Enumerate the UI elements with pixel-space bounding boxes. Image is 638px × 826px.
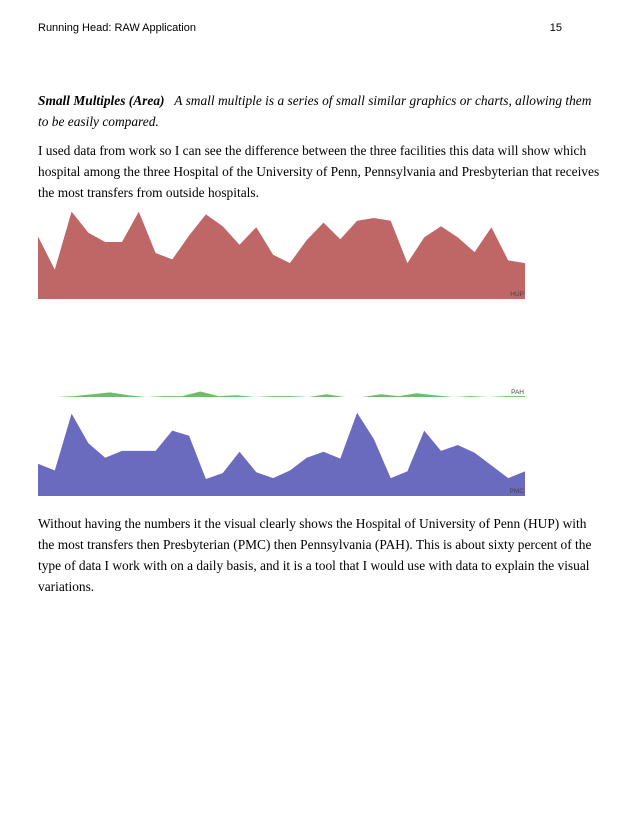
section-definition: [38, 90, 602, 132]
intro-paragraph: I used data from work so I can see the difference between the three facilities this data will show which hospital among the three Hospital of the University of Penn, Pennsylvania and Presbyterian that receives the most transfers from outside hospitals.: [38, 143, 600, 200]
running-header: [38, 22, 600, 38]
chart-canvas: [38, 200, 538, 500]
running-head: Running Head: RAW Application: [38, 22, 196, 34]
page-number: 15: [549, 22, 562, 34]
area-pmc: [38, 413, 525, 496]
series-label-pmc: PMC: [509, 488, 524, 495]
area-pah: [38, 392, 525, 398]
series-label-hup: HUP: [510, 291, 524, 298]
area-hup: [38, 212, 525, 299]
series-label-pah: PAH: [511, 389, 524, 396]
section-term: Small Multiples (Area): [38, 93, 165, 108]
term-definition: A small multiple is a series of small similar graphics or charts, allowing them to be easily compared.: [38, 93, 592, 129]
small-multiples-area-chart: [38, 200, 538, 500]
conclusion-paragraph: Without having the numbers it the visual clearly shows the Hospital of University of Penn (HUP) with the most transfers then Presbyterian (PMC) then Pennsylvania (PAH). This is about sixty percent of the type of data I work with on a daily basis, and it is a tool that I would use with data to explain the visual variations.: [38, 516, 592, 594]
